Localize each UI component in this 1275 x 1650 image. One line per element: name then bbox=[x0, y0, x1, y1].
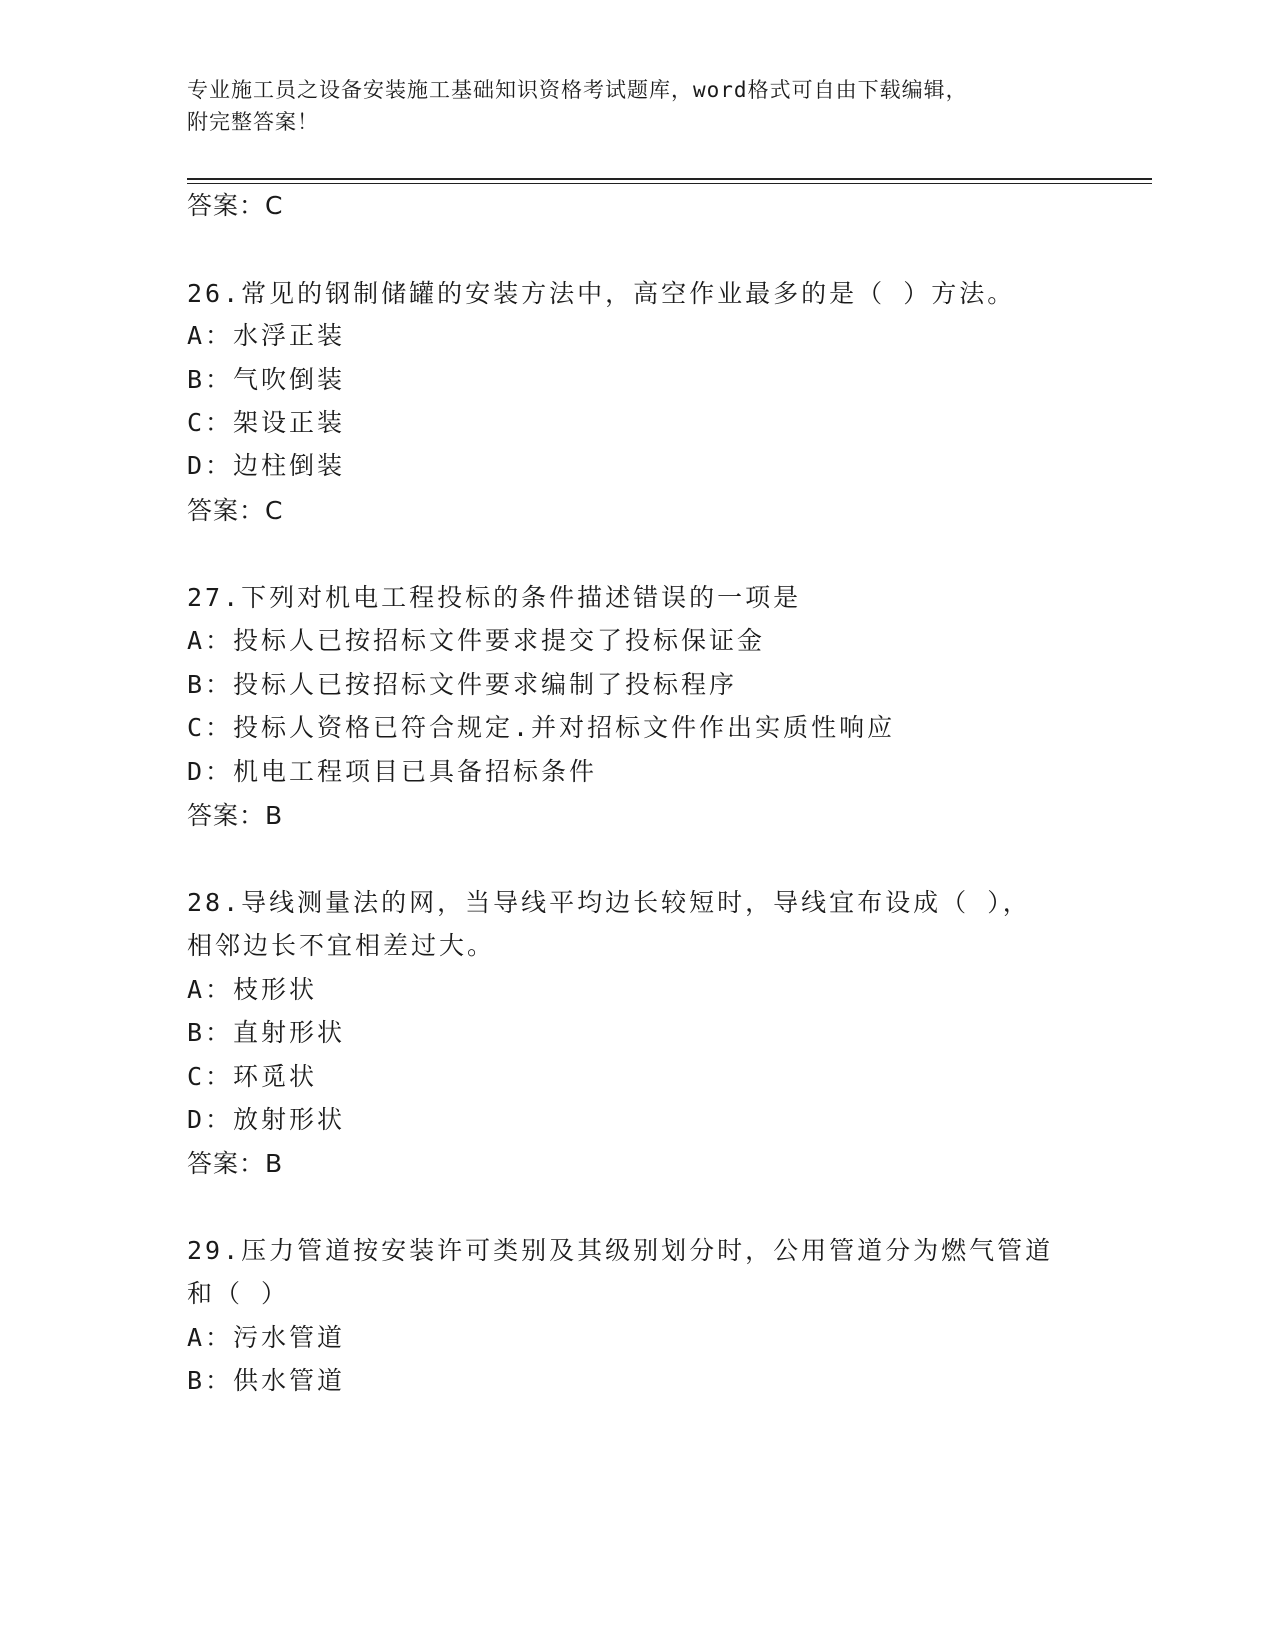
answer-line: 答案：B bbox=[187, 801, 284, 830]
option-b: B：气吹倒装 bbox=[187, 365, 346, 394]
option-a: A：水浮正装 bbox=[187, 321, 346, 350]
question-stem: 29.压力管道按安装许可类别及其级别划分时，公用管道分为燃气管道 bbox=[187, 1236, 1054, 1265]
header-line-2: 附完整答案！ bbox=[187, 110, 319, 134]
answer-line: 答案：C bbox=[187, 191, 284, 220]
option-b: B：投标人已按招标文件要求编制了投标程序 bbox=[187, 670, 738, 699]
option-a: A：枝形状 bbox=[187, 975, 318, 1004]
option-a: A：投标人已按招标文件要求提交了投标保证金 bbox=[187, 626, 766, 655]
question-stem: 26.常见的钢制储罐的安装方法中，高空作业最多的是（ ）方法。 bbox=[187, 279, 1016, 308]
answer-line: 答案：B bbox=[187, 1149, 284, 1178]
option-d: D：边柱倒装 bbox=[187, 451, 346, 480]
option-d: D：放射形状 bbox=[187, 1105, 346, 1134]
option-c: C：投标人资格已符合规定.并对招标文件作出实质性响应 bbox=[187, 713, 896, 742]
answer-line: 答案：C bbox=[187, 496, 284, 525]
document-header bbox=[187, 74, 1067, 138]
question-stem-continued: 和（ ） bbox=[187, 1279, 290, 1308]
question-stem: 28.导线测量法的网，当导线平均边长较短时，导线宜布设成（ ）， bbox=[187, 888, 1031, 917]
option-c: C：环觅状 bbox=[187, 1062, 318, 1091]
option-d: D：机电工程项目已具备招标条件 bbox=[187, 757, 598, 786]
option-a: A：污水管道 bbox=[187, 1323, 346, 1352]
option-b: B：供水管道 bbox=[187, 1366, 346, 1395]
option-b: B：直射形状 bbox=[187, 1018, 346, 1047]
header-divider-thin bbox=[187, 183, 1152, 184]
header-divider bbox=[187, 178, 1152, 180]
option-c: C：架设正装 bbox=[187, 408, 346, 437]
header-line-1: 专业施工员之设备安装施工基础知识资格考试题库，word格式可自由下载编辑， bbox=[187, 78, 968, 102]
question-stem: 27.下列对机电工程投标的条件描述错误的一项是 bbox=[187, 583, 802, 612]
question-stem-continued: 相邻边长不宜相差过大。 bbox=[187, 931, 496, 960]
